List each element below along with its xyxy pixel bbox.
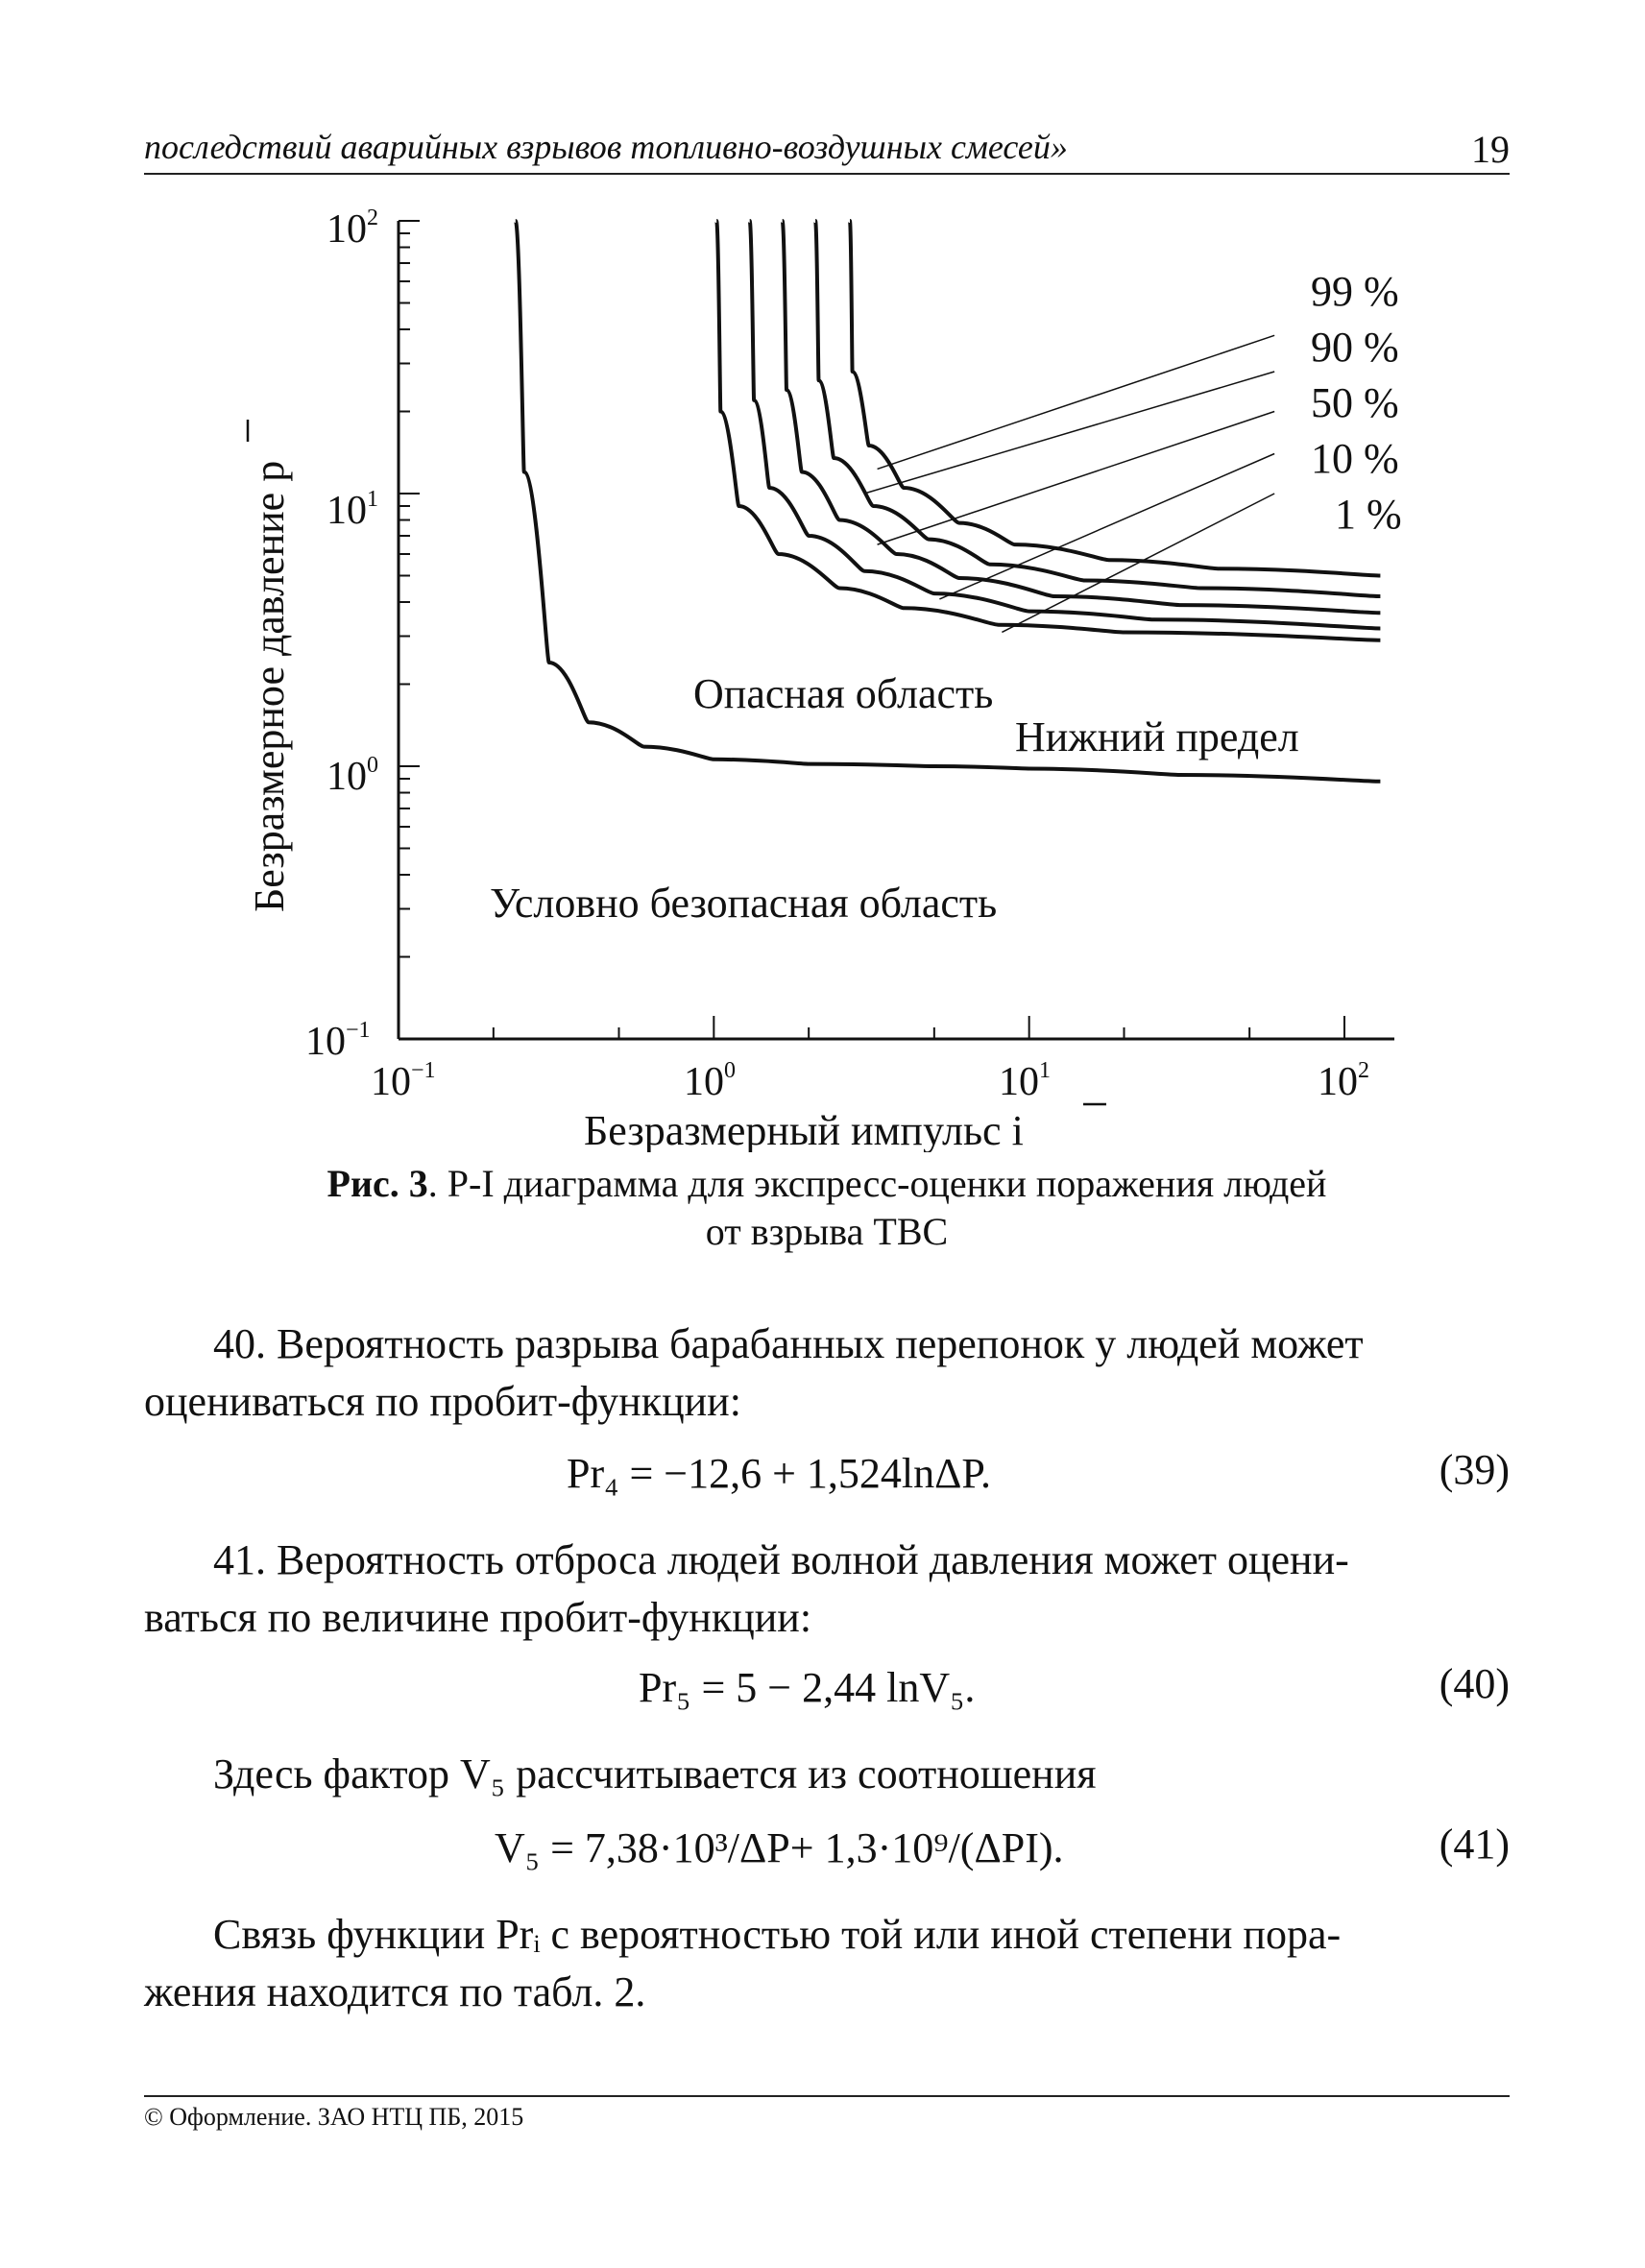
region-safe-label: Условно безопасная область [490, 880, 998, 927]
paragraph-here-text: Здесь фактор V₅ рассчитывается из соотношения [213, 1750, 1097, 1798]
equation-41: V₅ = 7,38·10³/ΔP+ 1,3·10⁹/(ΔPI). [495, 1824, 1064, 1871]
curve-label-90: 90 % [1311, 324, 1399, 371]
curve-label-10: 10 % [1311, 435, 1399, 482]
caption-line-2: от взрыва ТВС [705, 1210, 949, 1253]
y-tick-label: $10^0$ [327, 753, 378, 799]
equation-39: Pr₄ = −12,6 + 1,524lnΔP. [567, 1450, 992, 1497]
y-tick-label: $10^{-1}$ [305, 1018, 371, 1064]
equation-40-number: (40) [1439, 1660, 1510, 1707]
lower-limit-label: Нижний предел [1015, 713, 1299, 760]
figure-label: Рис. 3 [327, 1162, 428, 1205]
x-tick-label: $10^1$ [999, 1058, 1051, 1104]
paragraph-41-line-2: ваться по величине пробит-функции: [144, 1594, 812, 1641]
x-tick-label: $10^0$ [684, 1058, 736, 1104]
paragraph-41-line-1: 41. Вероятность отброса людей волной давления может оцени- [213, 1536, 1349, 1583]
curve-label-99: 99 % [1311, 268, 1399, 315]
paragraph-40-line-1: 40. Вероятность разрыва барабанных перепонок у людей может [213, 1320, 1364, 1367]
leader-line-99 [878, 335, 1275, 469]
y-tick-label: $10^1$ [327, 487, 378, 533]
leader-line-1 [1002, 494, 1274, 632]
equation-40: Pr₅ = 5 − 2,44 lnV₅. [639, 1664, 976, 1711]
curve-10 [750, 221, 1381, 629]
x-tick-label: $10^2$ [1318, 1058, 1369, 1104]
equation-39-number: (39) [1439, 1446, 1510, 1493]
curve-label-50: 50 % [1311, 379, 1399, 426]
x-tick-label: $10^{-1}$ [371, 1058, 436, 1104]
footer-text: © Оформление. ЗАО НТЦ ПБ, 2015 [144, 2103, 524, 2131]
page-number: 19 [1471, 128, 1510, 171]
equation-41-number: (41) [1439, 1821, 1510, 1868]
running-title: последствий аварийных взрывов топливно-воздушных смесей» [144, 128, 1068, 166]
figure-caption [144, 1160, 1510, 1256]
leader-line-10 [939, 453, 1274, 598]
paragraph-link-line-2: жения находится по табл. 2. [144, 1968, 646, 2015]
y-tick-label: $10^2$ [327, 205, 378, 252]
y-axis-title: Безразмерное давление p [246, 460, 293, 912]
paragraph-41 [144, 1532, 1510, 1647]
curve-90 [815, 221, 1380, 596]
paragraph-40 [144, 1315, 1510, 1431]
footer-rule [144, 2095, 1510, 2097]
caption-line-1: . P-I диаграмма для экспресс-оценки поражения людей [427, 1162, 1327, 1205]
region-dangerous-label: Опасная область [693, 670, 994, 717]
curve-label-1: 1 % [1335, 491, 1402, 538]
paragraph-link-line-1: Связь функции Prᵢ с вероятностью той или иной степени пора- [213, 1911, 1342, 1958]
paragraph-here [144, 1746, 1510, 1803]
paragraph-40-line-2: оцениваться по пробит-функции: [144, 1378, 741, 1425]
x-axis-title: Безразмерный импульс i [584, 1107, 1024, 1152]
paragraph-link [144, 1906, 1510, 2021]
